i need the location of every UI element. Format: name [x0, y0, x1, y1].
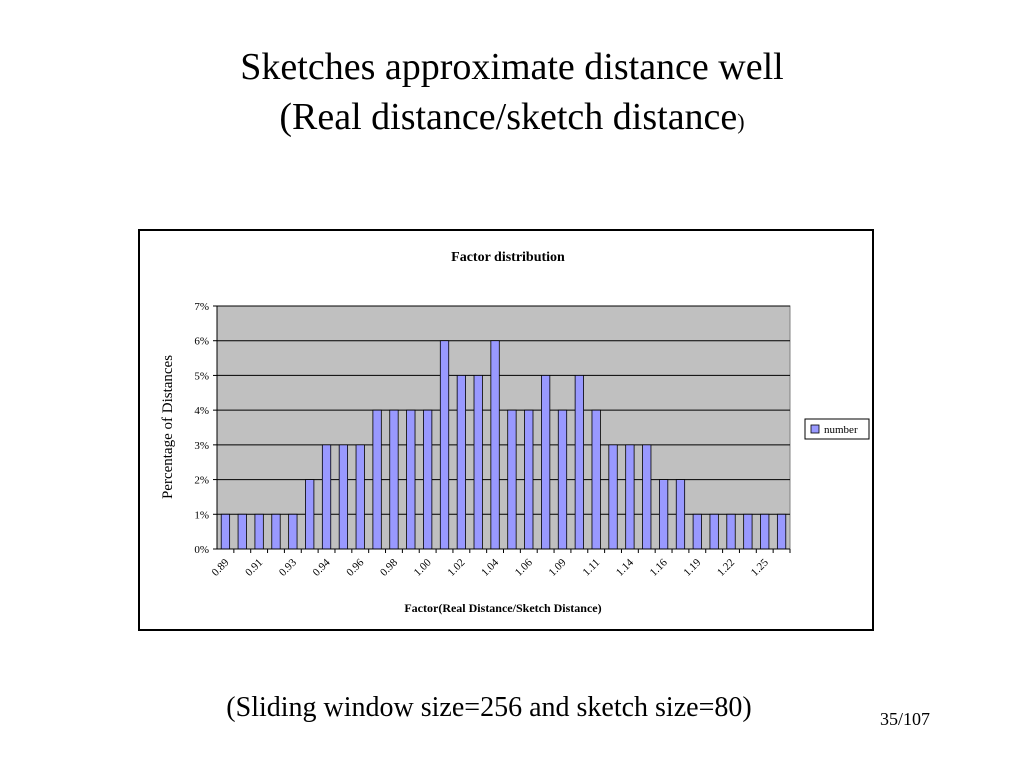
bar — [474, 375, 482, 549]
plot-area — [217, 306, 790, 549]
x-tick-label: 1.11 — [580, 556, 603, 579]
bar — [390, 410, 398, 549]
legend-swatch — [811, 425, 819, 433]
bar — [659, 480, 667, 549]
bar — [525, 410, 533, 549]
y-tick-label: 3% — [194, 439, 209, 452]
x-tick-label: 0.96 — [344, 556, 367, 579]
bar — [238, 514, 246, 549]
bar — [373, 410, 381, 549]
bar — [558, 410, 566, 549]
bar — [491, 341, 499, 549]
legend — [805, 419, 869, 439]
bar — [272, 514, 280, 549]
y-axis-label: Percentage of Distances — [160, 354, 176, 500]
bar — [710, 514, 718, 549]
x-tick-label: 1.06 — [512, 556, 535, 579]
chart-frame — [138, 229, 874, 631]
x-tick-label: 0.93 — [276, 556, 299, 579]
x-tick-label: 0.98 — [377, 556, 401, 579]
bar — [744, 514, 752, 549]
y-tick-label: 4% — [194, 405, 209, 418]
bar — [777, 514, 785, 549]
bar — [356, 445, 364, 549]
bar — [592, 410, 600, 549]
bar — [727, 514, 735, 549]
x-tick-label: 1.00 — [411, 556, 434, 579]
bar — [322, 445, 330, 549]
x-axis-label: Factor(Real Distance/Sketch Distance) — [404, 601, 602, 615]
chart-title: Factor distribution — [451, 250, 565, 265]
x-tick-label: 1.25 — [748, 556, 771, 579]
slide-title-line2 — [0, 92, 1024, 147]
y-tick-label: 0% — [194, 544, 209, 556]
x-tick-label: 1.19 — [681, 556, 704, 579]
bar — [693, 514, 701, 549]
x-tick-label: 1.04 — [479, 556, 502, 579]
bar — [221, 514, 229, 549]
slide-title — [0, 42, 1024, 147]
y-tick-label: 7% — [194, 301, 209, 313]
bar — [761, 514, 769, 549]
bar — [508, 410, 516, 549]
legend-label: number — [824, 424, 858, 436]
bar — [407, 410, 415, 549]
bar — [541, 375, 549, 549]
bar — [626, 445, 634, 549]
bar — [305, 480, 313, 549]
x-tick-labels — [209, 556, 771, 578]
page-number: 35/107 — [880, 709, 931, 729]
bar — [676, 480, 684, 549]
x-tick-label: 0.89 — [209, 556, 232, 579]
factor-distribution-chart — [140, 231, 876, 633]
x-tick-label: 1.02 — [445, 556, 468, 579]
slide-title-line2-text: (Real distance/sketch distance — [279, 96, 738, 138]
bar — [440, 341, 448, 549]
bar — [643, 445, 651, 549]
bar — [255, 514, 263, 549]
x-tick-label: 1.22 — [715, 556, 738, 579]
slide-caption: (Sliding window size=256 and sketch size=80) — [226, 692, 752, 723]
y-tick-label: 6% — [194, 335, 209, 348]
slide-title-line1: Sketches approximate distance well — [240, 46, 784, 88]
bar — [423, 410, 431, 549]
slide-title-closing-paren: ) — [737, 109, 745, 134]
x-tick-label: 1.14 — [613, 556, 637, 579]
bar — [609, 445, 617, 549]
x-tick-label: 0.94 — [310, 556, 333, 579]
bar — [575, 375, 583, 549]
y-tick-label: 5% — [194, 370, 209, 383]
bar — [339, 445, 347, 549]
bar — [457, 375, 465, 549]
y-tick-label: 1% — [194, 509, 209, 522]
x-tick-label: 1.09 — [546, 556, 569, 579]
y-tick-label: 2% — [194, 474, 209, 487]
y-tick-labels — [194, 301, 209, 556]
x-tick-label: 1.16 — [647, 556, 670, 579]
bar — [289, 514, 297, 549]
x-tick-label: 0.91 — [243, 556, 266, 579]
